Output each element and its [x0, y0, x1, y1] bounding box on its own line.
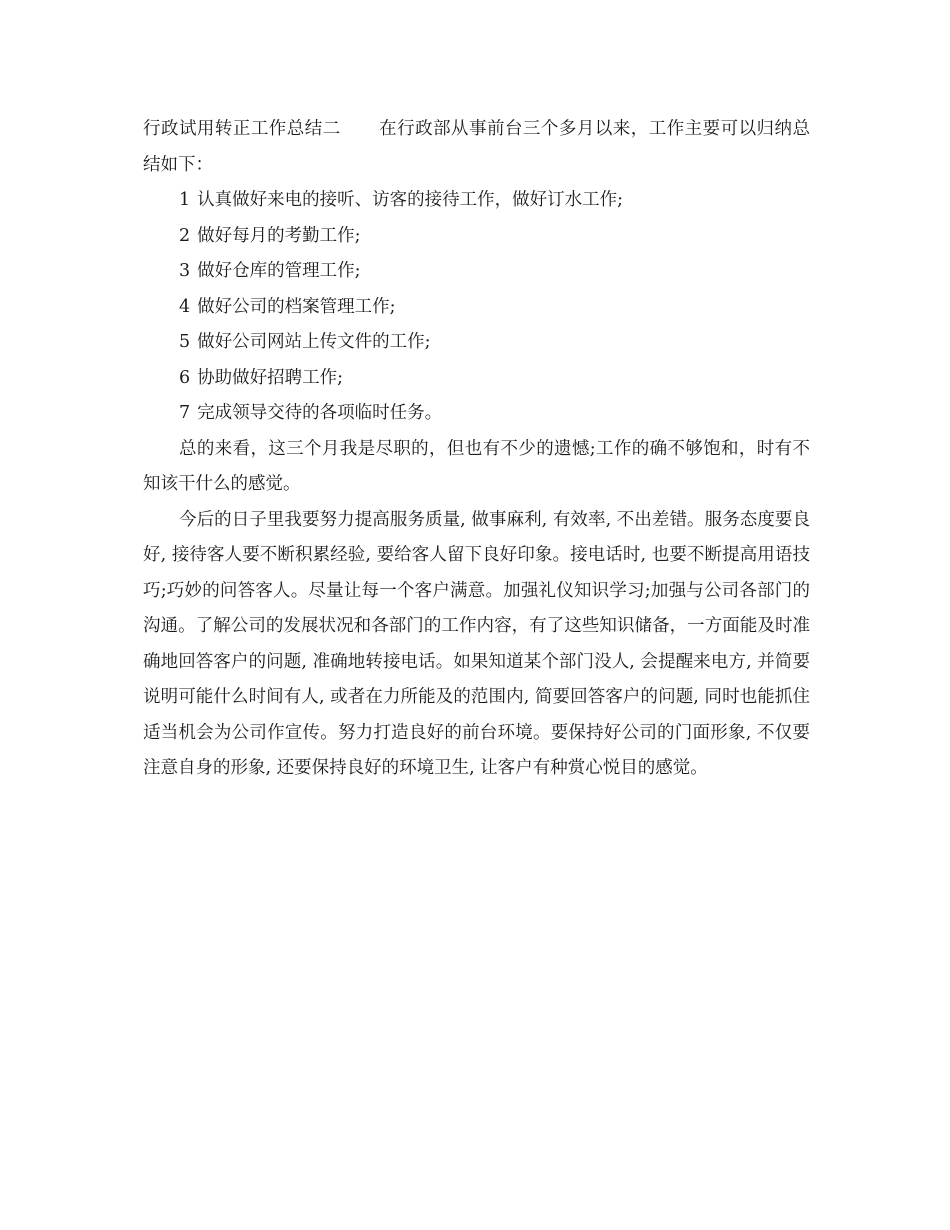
list-item-text: 做好公司的档案管理工作;: [197, 296, 396, 317]
list-item: [143, 361, 810, 397]
list-item-number: 2: [179, 225, 191, 246]
list-item-number: 6: [179, 367, 191, 388]
list-item: [143, 325, 810, 361]
list-item-text: 做好公司网站上传文件的工作;: [197, 332, 431, 352]
list-item: [143, 254, 810, 290]
list-item-number: 7: [179, 403, 191, 423]
list-item-number: 4: [179, 296, 191, 317]
list-item-number: 5: [179, 332, 191, 352]
list-item: [143, 219, 810, 255]
list-item-text: 完成领导交待的各项临时任务。: [197, 403, 443, 423]
list-item-text: 协助做好招聘工作;: [197, 367, 344, 388]
list-item-number: 3: [179, 261, 191, 281]
plan-paragraph: 今后的日子里我要努力提高服务质量, 做事麻利, 有效率, 不出差错。服务态度要良好, 接待客人要不断积累经验, 要给客人留下良好印象。接电话时, 也要不断提高用语技巧;巧妙的问答客人。尽量让每一个客户满意。加强礼仪知识学习;加强与公司各部门的沟通。了解公司的发展状况和各部门的工作内容，有了这些知识储备，一方面能及时准确地回答客户的问题, 准确地转接电话。如果知道某个部门没人, 会提醒来电方, 并简要说明可能什么时间有人, 或者在力所能及的范围内, 简要回答客户的问题, 同时也能抓住适当机会为公司作宣传。努力打造良好的前台环境。要保持好公司的门面形象, 不仅要注意自身的形象, 还要保持良好的环境卫生, 让客户有种赏心悦目的感觉。: [143, 509, 810, 778]
list-item-text: 做好每月的考勤工作;: [197, 225, 361, 246]
list-item: [143, 290, 810, 326]
document-title: 行政试用转正工作总结二: [143, 119, 341, 139]
list-item: [143, 183, 810, 219]
intro-paragraph: [143, 112, 810, 183]
duty-list: [143, 183, 810, 432]
list-item-text: 认真做好来电的接听、访客的接待工作，做好订水工作;: [197, 190, 624, 210]
summary-paragraph: 总的来看，这三个月我是尽职的，但也有不少的遗憾;工作的确不够饱和，时有不知该干什么的感觉。: [143, 438, 810, 494]
intro-text: 在行政部从事前台三个多月以来，工作主要可以归纳总结如下：: [143, 119, 811, 175]
list-item-number: 1: [179, 190, 191, 210]
list-item-text: 做好仓库的管理工作;: [197, 261, 361, 281]
list-item: [143, 396, 810, 432]
